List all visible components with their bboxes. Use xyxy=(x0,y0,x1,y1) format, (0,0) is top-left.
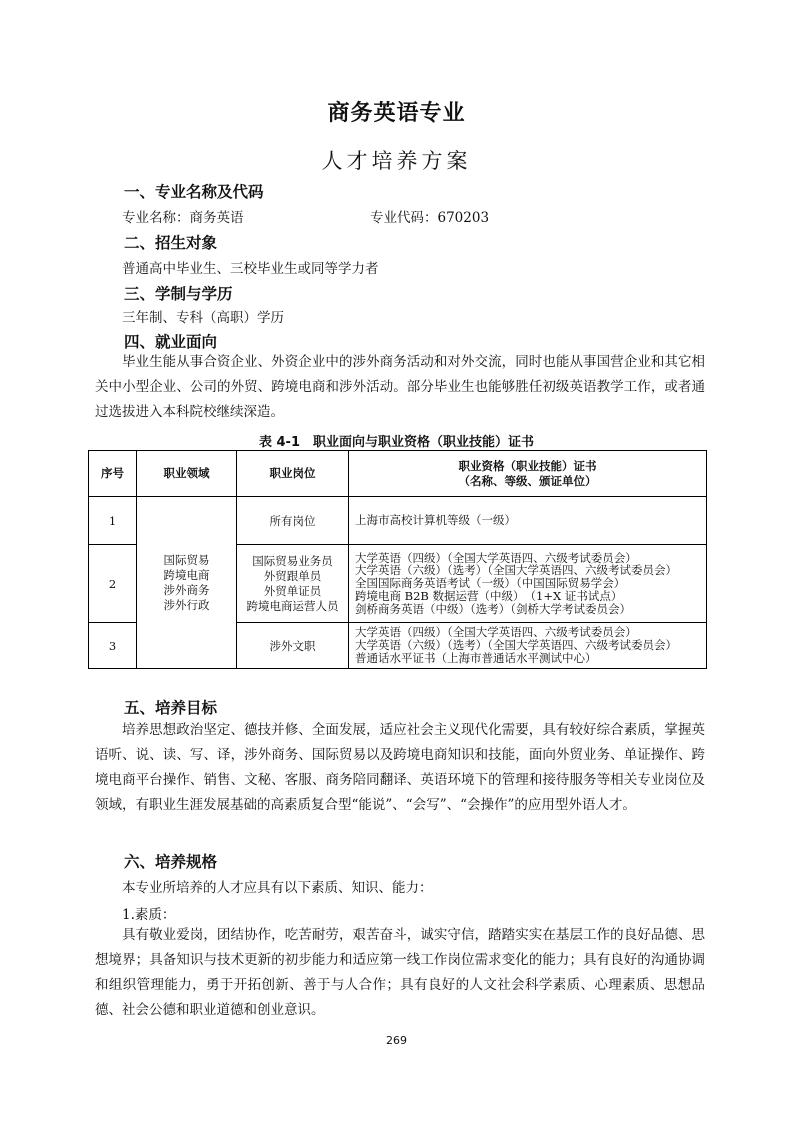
cert-cell xyxy=(349,497,707,545)
post-cell xyxy=(237,545,349,623)
header-field: 职业领域 xyxy=(137,451,237,497)
post-item: 外贸跟单员 xyxy=(263,568,322,583)
post-item: 涉外文职 xyxy=(269,638,316,653)
header-no: 序号 xyxy=(89,451,137,497)
header-cert xyxy=(349,451,707,497)
major-code: 专业代码：670203 xyxy=(370,210,490,226)
header-post: 职业岗位 xyxy=(237,451,349,497)
cert-item: 大学英语（四级）（全国大学英语四、六级考试委员会） xyxy=(355,625,637,640)
header-cert-line2: （名称、等级、颁证单位） xyxy=(458,473,597,488)
cert-item: 普通话水平证书（上海市普通话水平测试中心） xyxy=(355,650,597,665)
post-cell xyxy=(237,497,349,545)
table-caption: 表 4-1 职业面向与职业资格（职业技能）证书 xyxy=(258,435,534,450)
cert-cell xyxy=(349,623,707,669)
specification-intro: 本专业所培养的人才应具有以下素质、知识、能力： xyxy=(122,880,433,896)
header-cert-line1: 职业资格（职业技能）证书 xyxy=(458,458,597,473)
table-header-row xyxy=(89,451,707,497)
section-heading-6: 六、培养规格 xyxy=(124,853,218,871)
cert-item: 大学英语（六级）（选考）（全国大学英语四、六级考试委员会） xyxy=(355,563,677,578)
row-no: 2 xyxy=(89,545,137,623)
certificate-table xyxy=(88,450,707,669)
quality-paragraph: 具有敬业爱岗，团结协作，吃苦耐劳，艰苦奋斗，诚实守信，踏踏实实在基层工作的良好品德、思想境界；具备知识与技术更新的初步能力和适应第一线工作岗位需求变化的能力；具有良好的沟通协调和组织管理能力，勇于开拓创新、善于与人合作；具有良好的人文社会科学素质、心理素质、思想品德、社会公德和职业道德和创业意识。 xyxy=(95,927,705,1018)
post-item: 所有岗位 xyxy=(269,513,316,528)
section-heading-3: 三、学制与学历 xyxy=(124,285,233,303)
cert-item: 剑桥商务英语（中级）（选考）（剑桥大学考试委员会） xyxy=(355,601,631,616)
field-item: 涉外商务 xyxy=(163,582,210,597)
subsection-quality: 1.素质： xyxy=(122,907,176,923)
cert-item: 大学英语（四级）（全国大学英语四、六级考试委员会） xyxy=(355,550,637,565)
row-no: 1 xyxy=(89,497,137,545)
cert-item: 大学英语（六级）（选考）（全国大学英语四、六级考试委员会） xyxy=(355,638,677,653)
table-row xyxy=(89,497,707,545)
field-item: 国际贸易 xyxy=(163,552,210,567)
section-heading-5: 五、培养目标 xyxy=(124,699,218,717)
cert-item: 全国国际商务英语考试（一级）（中国国际贸易学会） xyxy=(355,576,626,591)
enrollment-text: 普通高中毕业生、三校毕业生或同等学力者 xyxy=(122,261,379,277)
employment-paragraph: 毕业生能从事合资企业、外资企业中的涉外商务活动和对外交流，同时也能从事国营企业和其它相关中小型企业、公司的外贸、跨境电商和涉外活动。部分毕业生也能够胜任初级英语教学工作，或者通过选拔进入本科院校继续深造。 xyxy=(95,354,705,420)
section-heading-4: 四、就业面向 xyxy=(124,333,218,351)
cert-cell xyxy=(349,545,707,623)
post-item: 国际贸易业务员 xyxy=(252,553,333,568)
duration-text: 三年制、专科（高职）学历 xyxy=(122,310,284,326)
section-heading-1: 一、专业名称及代码 xyxy=(124,183,264,201)
training-goal-paragraph: 培养思想政治坚定、德技并修、全面发展，适应社会主义现代化需要，具有较好综合素质，掌握英语听、说、读、写、译，涉外商务、国际贸易以及跨境电商知识和技能，面向外贸业务、单证操作、跨境电商平台操作、销售、文秘、客服、商务陪同翻译、英语环境下的管理和接待服务等相关专业岗位及领域，有职业生涯发展基础的高素质复合型“能说”、“会写”、“会操作”的应用型外语人才。 xyxy=(95,722,705,813)
major-name: 专业名称：商务英语 xyxy=(122,210,244,226)
cert-item: 上海市高校计算机等级（一级） xyxy=(355,513,516,528)
post-cell xyxy=(237,623,349,669)
post-item: 跨境电商运营人员 xyxy=(246,598,339,613)
field-cell xyxy=(137,497,237,669)
field-item: 涉外行政 xyxy=(163,597,210,612)
field-item: 跨境电商 xyxy=(163,567,210,582)
post-item: 外贸单证员 xyxy=(263,583,322,598)
document-subtitle: 人才培养方案 xyxy=(321,149,472,173)
page-number: 269 xyxy=(386,1034,407,1047)
row-no: 3 xyxy=(89,623,137,669)
cert-item: 跨境电商 B2B 数据运营（中级） （1+X 证书试点） xyxy=(355,588,623,603)
document-title: 商务英语专业 xyxy=(327,101,466,126)
section-heading-2: 二、招生对象 xyxy=(124,234,218,252)
